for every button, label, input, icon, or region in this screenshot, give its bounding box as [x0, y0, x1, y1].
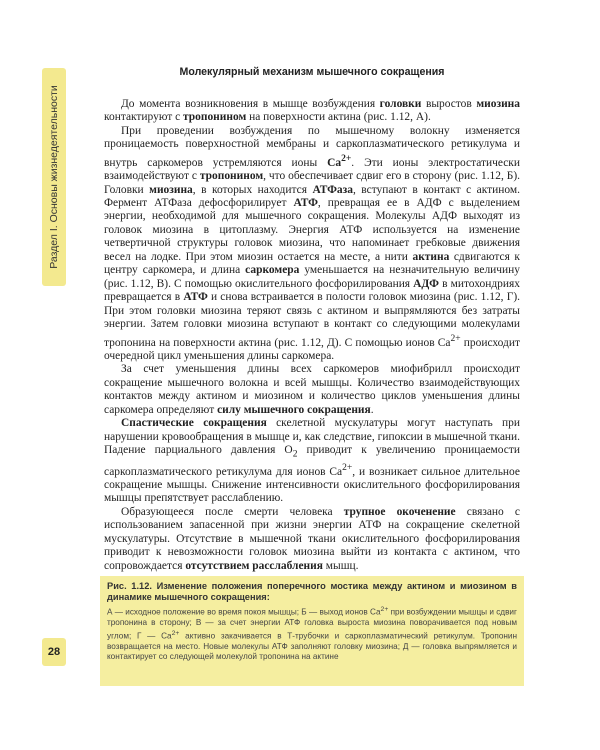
- bold-term: тропонином: [183, 111, 247, 124]
- bold-term: тропонином: [199, 170, 264, 183]
- paragraph: Спастические сокращения скелетной мускулатуры могут наступать при нарушении кровообращения в мышце и, как следствие, гипоксии в мышечной ткани. Падение парциального давления $O_2$ приводит к увеличению проницаемости саркоплазматического ретикулума для ионов $Ca^{2+}$, и возникает сильное длительное сокращение мышцы. Снижение интенсивности окислительного фосфорилирования мышцы препятствует расслаблению.: [104, 417, 520, 505]
- paragraph: До момента возникновения в мышце возбуждения головки выростов миозина контактируют с тропонином на поверхности актина (рис. 1.12, А).: [104, 98, 520, 124]
- section-title: Раздел I. Основы жизнедеятельности: [48, 85, 60, 269]
- bold-term: $Ca^{2+}$: [327, 152, 352, 169]
- paragraph: За счет уменьшения длины всех саркомеров миофибрилл происходит сокращение мышечного волокна и всей мышцы. Количество взаимодействующих контактов между актином и миозином и количество циклов уменьшения длины саркомера определяют силу мышечного сокращения.: [104, 363, 520, 416]
- bold-term: отсутствием расслабления: [185, 559, 323, 572]
- bold-term: актина: [412, 250, 450, 263]
- bold-term: головки: [379, 98, 422, 110]
- bold-term: саркомера: [245, 264, 300, 277]
- main-content: [104, 66, 520, 573]
- page-number: 28: [42, 638, 66, 666]
- bold-term: АТФ: [293, 196, 318, 209]
- bold-term: АДФ: [413, 277, 439, 290]
- bold-term: силу мышечного сокращения: [217, 403, 371, 416]
- page-title: Молекулярный механизм мышечного сокращения: [179, 66, 445, 78]
- body-text: [104, 98, 520, 573]
- bold-term: АТФаза: [312, 183, 353, 196]
- section-tab: [42, 68, 66, 286]
- bold-term: миозина: [149, 183, 193, 196]
- bold-term: АТФ: [183, 291, 208, 304]
- bold-term: Спастические сокращения: [121, 417, 267, 430]
- caption-body: А — исходное положение во время покоя мышцы; Б — выход ионов $Ca^{2+}$ при возбуждении мышцы и сдвиг тропонина в сторону; В — за счет энергии АТФ головка выроста миозина поворачивается под новым углом; Г — $Ca^{2+}$ активно закачивается в Т-трубочки и саркоплазматический ретикулум. Тропонин возвращается на место. Новые молекулы АТФ заполняют головку миозина; Д — головка выпрямляется и контактирует со следующей молекулой тропонина на актине: [107, 606, 517, 662]
- paragraph: При проведении возбуждения по мышечному волокну изменяется проницаемость поверхностной мембраны и саркоплазматического ретикулума и внутрь саркомеров устремляются ионы $Ca^{2+}$. Эти ионы электростатически взаимодействуют с тропонином, что обеспечивает сдвиг его в сторону (рис. 1.12, Б). Головки миозина, в которых находится АТФаза, вступают в контакт с актином. Фермент АТФаза дефосфорилирует АТФ, превращая ее в АДФ с выделением энергии, необходимой для мышечного сокращения. Молекулы АДФ выходят из головок миозина в цитоплазму. Энергия АТФ используется на изменение четвертичной структуры головок миозина, что напоминает гребковые движения весел на лодке. При этом миозин остается на месте, а нити актина сдвигаются к центру саркомера, и длина саркомера уменьшается на незначительную величину (рис. 1.12, В). С помощью окислительного фосфорилирования АДФ в митохондриях превращается в АТФ и снова встраивается в полости головок миозина (рис. 1.12, Г). При этом головки миозина теряют связь с актином и выпрямляются без затраты энергии. Затем головки миозина вступают в контакт со следующими молекулами тропонина на поверхности актина (рис. 1.12, Д). С помощью ионов $Ca^{2+}$ происходит очередной цикл уменьшения длины саркомера.: [104, 124, 521, 362]
- paragraph: Образующееся после смерти человека трупное окоченение связано с использованием запасенной при жизни энергии АТФ на сокращение скелетной мускулатуры. Отсутствие в мышечной ткани окислительного фосфорилирования приводит к невозможности головок миозина выйти из контакта с актином, что сопровождается отсутствием расслабления мышц.: [104, 505, 520, 572]
- caption-title: Рис. 1.12. Изменение положения поперечного мостика между актином и миозином в динамике мышечного сокращения:: [107, 581, 517, 602]
- bold-term: миозина: [476, 98, 520, 110]
- bold-term: трупное окоченение: [343, 505, 456, 518]
- figure-caption: [100, 576, 524, 686]
